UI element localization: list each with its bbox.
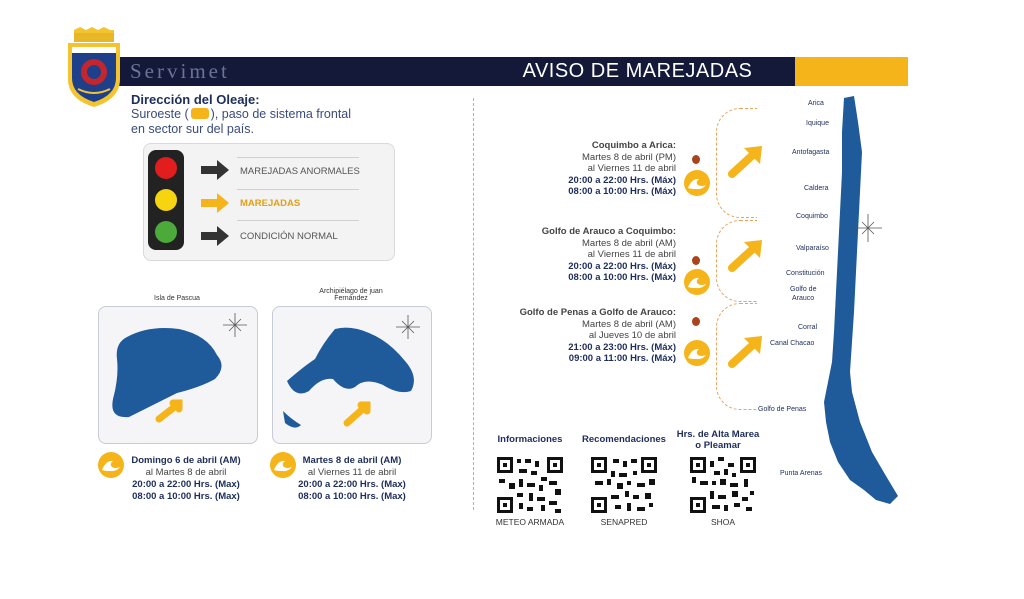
wave-direction-text-2: en sector sur del país. [131, 122, 254, 136]
qr-code-meteo-armada[interactable] [495, 455, 565, 515]
map-label: Golfo de [790, 286, 817, 293]
zone-info: Golfo de Arauco a Coquimbo: Martes 8 de abril (AM) al Viernes 11 de abril 20:00 a 22:00 Hrs. (Máx) 08:00 a 10:00 Hrs. (Máx) [541, 226, 676, 283]
map-label: Constitución [786, 270, 825, 277]
map-label: Corral [798, 324, 818, 331]
qr-footer: SHOA [710, 517, 736, 527]
legend-swells-label: MAREJADAS [240, 198, 301, 209]
island-map-panel [98, 306, 258, 444]
red-light [155, 157, 177, 179]
wave-direction-arrow-icon [728, 334, 764, 368]
green-light [155, 221, 177, 243]
arrow-right-icon [201, 226, 229, 246]
qr-code-senapred[interactable] [589, 455, 659, 515]
yellow-light [155, 189, 177, 211]
qr-footer: SENAPRED [600, 517, 648, 527]
legend-abnormal-label: MAREJADAS ANORMALES [240, 166, 360, 177]
page-title: AVISO DE MAREJADAS [522, 60, 753, 82]
qr-header: Hrs. de Alta Marea o Pleamar [676, 429, 760, 451]
island-name: Archipiélago de juan Fernández [319, 288, 383, 302]
map-label: Arauco [792, 295, 815, 302]
arrow-right-icon [201, 193, 229, 213]
map-label: Antofagasta [792, 149, 830, 156]
zone-marker-icon [692, 155, 700, 164]
map-label: Golfo de Penas [758, 406, 807, 413]
map-label: Canal Chacao [770, 340, 815, 347]
wave-direction-title: Dirección del Oleaje: [131, 92, 260, 107]
wave-direction-arrow-icon [728, 238, 764, 272]
qr-header: Informaciones [497, 434, 563, 445]
qr-header: Recomendaciones [582, 434, 666, 445]
wave-icon [684, 170, 710, 196]
qr-footer: METEO ARMADA [495, 517, 565, 527]
wave-icon [98, 452, 124, 478]
wave-icon [684, 269, 710, 295]
legend-normal-label: CONDICIÓN NORMAL [240, 231, 338, 242]
brand-name: Servimet [130, 59, 230, 83]
wave-direction-text: Suroeste ( ), paso de sistema frontal [131, 107, 352, 121]
map-label: Valparaíso [796, 245, 829, 252]
island-map-panel [272, 306, 432, 444]
map-label: Caldera [804, 185, 829, 192]
traffic-light-icon [148, 150, 184, 250]
section-divider [473, 98, 474, 510]
map-label: Punta Arenas [780, 470, 823, 477]
map-label: Iquique [806, 120, 829, 127]
zone-info: Coquimbo a Arica: Martes 8 de abril (PM) al Viernes 11 de abril 20:00 a 22:00 Hrs. (Máx) 08:00 a 10:00 Hrs. (Máx) [568, 140, 676, 197]
island-name: Isla de Pascua [154, 295, 200, 302]
zone-marker-icon [692, 256, 700, 265]
wave-icon [684, 340, 710, 366]
arrow-right-icon [201, 160, 229, 180]
map-label: Coquimbo [796, 213, 828, 220]
wave-direction-arrow-icon [728, 144, 764, 178]
qr-code-shoa[interactable] [688, 455, 758, 515]
navy-crest-logo [64, 27, 124, 109]
map-label: Arica [808, 100, 824, 107]
direction-arrow-icon [191, 108, 209, 119]
island-dates: Domingo 6 de abril (AM) al Martes 8 de abril 20:00 a 22:00 Hrs. (Max) 08:00 a 10:00 Hrs. (Max) [131, 455, 241, 502]
island-dates: Martes 8 de abril (AM) al Viernes 11 de abril 20:00 a 22:00 Hrs. (Max) 08:00 a 10:00 Hrs. (Max) [298, 455, 406, 502]
zone-marker-icon [692, 317, 700, 326]
header-accent [795, 57, 908, 86]
zone-info: Golfo de Penas a Golfo de Arauco: Martes 8 de abril (AM) al Jueves 10 de abril 21:00 a 23:00 Hrs. (Máx) 09:00 a 11:00 Hrs. (Máx) [519, 307, 676, 364]
